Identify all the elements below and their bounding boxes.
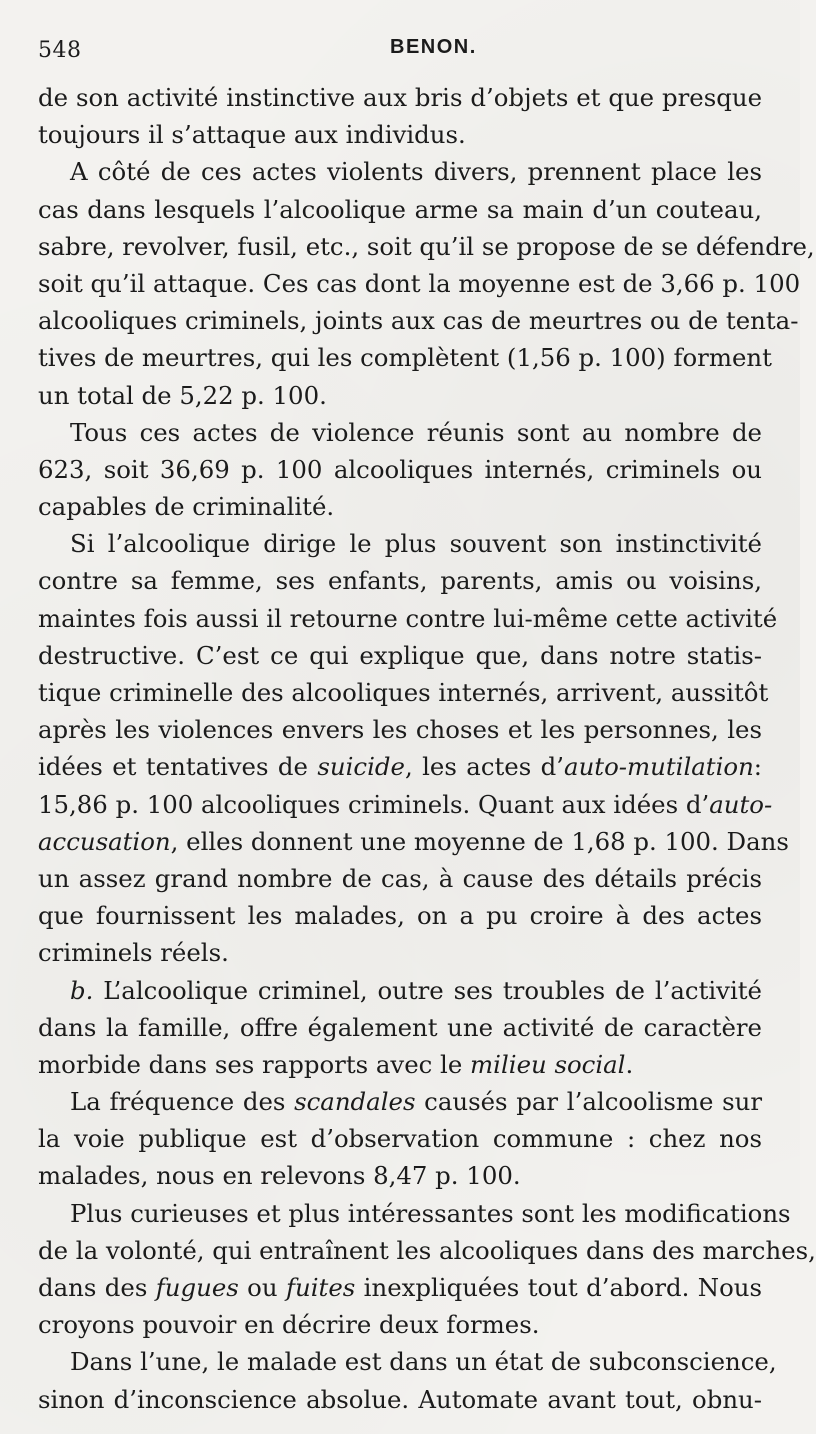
italic-run: auto-mutilation [564, 752, 754, 782]
text-line: contre sa femme, ses enfants, parents, amis ou voisins, [38, 566, 762, 596]
text-run: . [625, 1049, 634, 1079]
text-line [38, 786, 773, 823]
text-run: ou [238, 1273, 286, 1302]
text-line: un total de 5,22 p. 100. [38, 380, 327, 410]
text-line: sinon d’inconscience absolue. Automate avant tout, obnu- [38, 1384, 762, 1414]
text-line: tives de meurtres, qui les complètent (1,56 p. 100) forment [38, 343, 772, 373]
text-line: cas dans lesquels l’alcoolique arme sa main d’un couteau, [38, 194, 762, 224]
italic-run: fuites [285, 1273, 356, 1302]
italic-run: scandales [294, 1087, 416, 1117]
italic-run: milieu social [470, 1049, 626, 1079]
text-line: tique criminelle des alcooliques internés, arrivent, aussitôt [38, 678, 769, 707]
italic-run: auto- [709, 789, 773, 819]
italic-run: b. [70, 975, 94, 1005]
text-run: idées et tentatives de [38, 752, 318, 782]
text-run: : [753, 752, 763, 782]
text-line: malades, nous en relevons 8,47 p. 100. [38, 1161, 521, 1191]
text-line: croyons pouvoir en décrire deux formes. [38, 1310, 540, 1340]
text-line: soit qu’il attaque. Ces cas dont la moyenne est de 3,66 p. 100 [38, 268, 801, 298]
text-line: un assez grand nombre de cas, à cause des détails précis [38, 863, 762, 893]
text-line: capables de criminalité. [38, 492, 335, 522]
text-line [38, 823, 789, 860]
text-line: A côté de ces actes violents divers, prennent place les [70, 157, 762, 187]
text-line: de la volonté, qui entraînent les alcooliques dans des marches, [38, 1235, 816, 1265]
text-line: que fournissent les malades, on a pu croire à des actes [38, 901, 762, 931]
text-run: L’alcoolique criminel, outre ses troubles de l’activité [93, 975, 762, 1005]
text-line [38, 748, 762, 785]
text-line: sabre, revolver, fusil, etc., soit qu’il se propose de se défendre, [38, 231, 815, 261]
text-line [38, 1046, 762, 1083]
text-line [38, 1083, 762, 1120]
text-run: 15,86 p. 100 alcooliques criminels. Quant aux idées d’ [38, 789, 710, 819]
text-run: morbide dans ses rapports avec le [38, 1049, 471, 1079]
italic-run: suicide [317, 752, 405, 782]
text-run: , elles donnent une moyenne de 1,68 p. 100. Dans [170, 826, 789, 856]
text-run: causés par l’alcoolisme sur [415, 1087, 762, 1117]
page-number: 548 [38, 38, 82, 63]
running-head [38, 34, 762, 70]
text-run: dans des [38, 1273, 156, 1302]
text-run: , les actes d’ [404, 752, 565, 782]
text-line: alcooliques criminels, joints aux cas de meurtres ou de tenta- [38, 306, 799, 336]
text-line: la voie publique est d’observation commune : chez nos [38, 1124, 762, 1154]
running-title: BENON. [390, 36, 477, 58]
text-line [38, 972, 762, 1009]
body-text [38, 79, 816, 1418]
text-line: après les violences envers les choses et les personnes, les [38, 715, 762, 745]
text-run: La fréquence des [70, 1087, 295, 1117]
text-run: inexpliquées tout d’abord. Nous [355, 1273, 762, 1302]
text-line: de son activité instinctive aux bris d’objets et que presque [38, 83, 762, 112]
italic-run: accusation [38, 826, 171, 856]
text-line: criminels réels. [38, 938, 229, 968]
text-line: 623, soit 36,69 p. 100 alcooliques internés, criminels ou [38, 454, 762, 484]
text-line: toujours il s’attaque aux individus. [38, 120, 466, 150]
text-line: Tous ces actes de violence réunis sont au nombre de [70, 417, 762, 447]
text-line: maintes fois aussi il retourne contre lui-même cette activité [38, 603, 778, 633]
text-line [38, 1269, 762, 1306]
text-line: Plus curieuses et plus intéressantes sont les modifications [70, 1198, 791, 1228]
text-line: Dans l’une, le malade est dans un état de subconscience, [70, 1347, 777, 1377]
text-line: dans la famille, offre également une activité de caractère [38, 1012, 762, 1042]
text-line: Si l’alcoolique dirige le plus souvent son instinctivité [70, 529, 762, 559]
text-line: destructive. C’est ce qui explique que, dans notre statis- [38, 640, 762, 670]
italic-run: fugues [155, 1273, 239, 1302]
